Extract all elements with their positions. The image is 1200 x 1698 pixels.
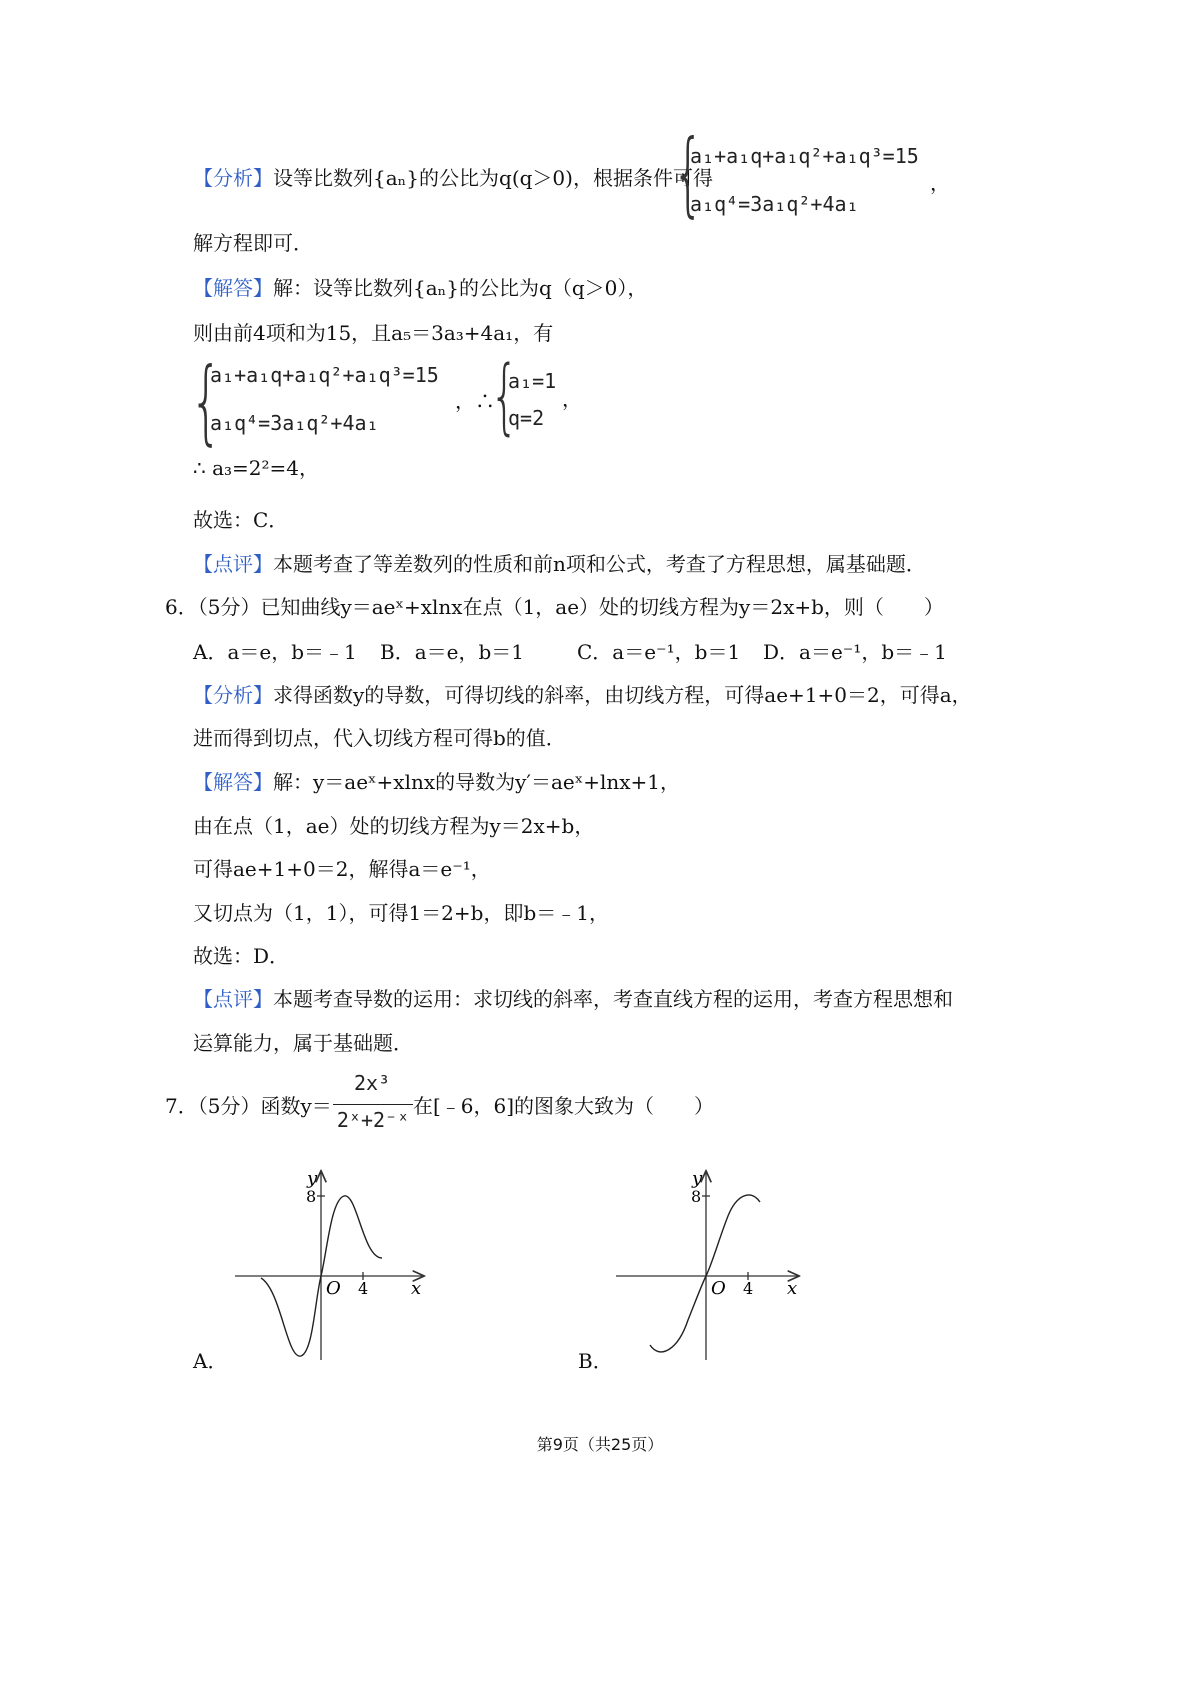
q6-answer: 故选：D． [193,944,290,968]
therefore-line: ∴ a₃=2²=4， [193,456,320,480]
q5-solution-line-2: 则由前4项和为15，且a₅＝3a₃+4a₁，有 [193,321,554,345]
therefore-separator: ，∴ [455,389,495,413]
solution-tag: 【解答】 [193,276,273,300]
graph-a-label: A． [193,1349,228,1373]
system-equation-2: a₁q⁴=3a₁q²+4a₁ [210,411,379,435]
page-footer: 第9页（共25页） [536,1435,664,1454]
analysis-tag: 【分析】 [193,166,273,190]
q6-solution-line-2: 由在点（1，ae）处的切线方程为y＝2x+b， [193,814,595,838]
analysis-text: 求得函数y的导数，可得切线的斜率，由切线方程，可得ae+1+0＝2，可得a， [273,683,972,707]
x-label: x [411,1278,422,1299]
fraction-bar [333,1104,413,1105]
left-brace: { [190,348,223,455]
comment-tag: 【点评】 [193,987,273,1011]
system-equation-2: a₁q⁴=3a₁q²+4a₁ [690,192,859,216]
analysis-tag: 【分析】 [193,683,273,707]
q5-analysis-line [193,165,713,191]
comma: ， [562,387,582,411]
q6-analysis-line-2: 进而得到切点，代入切线方程可得b的值． [193,726,566,750]
x-tick-label: 4 [743,1279,754,1298]
y-label: y [307,1168,318,1189]
left-brace: { [490,349,519,444]
y-tick-label: 8 [691,1187,702,1206]
analysis-text: 设等比数列{aₙ}的公比为q(q＞0)，根据条件可得 [273,166,713,190]
q5-analysis-line-2: 解方程即可． [193,231,313,255]
q6-solution-line-1 [193,769,680,795]
q7-stem-prefix: 7．（5分）函数y＝ [165,1094,332,1118]
fraction-numerator: 2x³ [353,1071,391,1095]
q6-stem: 6．（5分）已知曲线y＝aeˣ+xlnx在点（1，ae）处的切线方程为y＝2x+b，则（ ） [165,595,944,619]
y-label: y [692,1168,703,1189]
solution-text: 解：设等比数列{aₙ}的公比为q（q＞0）， [273,276,648,300]
result-equation-2: q=2 [508,406,545,430]
option-b: B．a＝e，b＝1 [380,640,524,664]
origin-label: O [326,1278,341,1299]
q6-comment-line-1 [193,986,953,1012]
solution-text: 解：y＝aeˣ+xlnx的导数为y′＝aeˣ+lnx+1， [273,770,681,794]
q5-comment-line [193,551,926,577]
q7-stem-suffix: 在[﹣6，6]的图象大致为（ ） [413,1094,715,1118]
q6-analysis-line-1 [193,682,972,708]
q5-answer: 故选：C． [193,508,289,532]
x-label: x [787,1278,798,1299]
q6-solution-line-3: 可得ae+1+0＝2，解得a＝e⁻¹， [193,857,491,881]
curve [650,1195,760,1352]
graph-b [610,1160,820,1370]
system-equation-1: a₁+a₁q+a₁q²+a₁q³=15 [210,363,439,387]
system-equation-1: a₁+a₁q+a₁q²+a₁q³=15 [690,144,919,168]
option-d: D．a＝e⁻¹，b＝﹣1 [763,640,947,664]
option-a: A．a＝e，b＝﹣1 [193,640,357,664]
graph-a [225,1160,435,1370]
origin-label: O [711,1278,726,1299]
graph-b-label: B． [578,1349,613,1373]
comment-text: 本题考查导数的运用：求切线的斜率，考查直线方程的运用，考查方程思想和 [273,987,953,1011]
comment-text: 本题考查了等差数列的性质和前n项和公式，考查了方程思想，属基础题． [273,552,926,576]
result-equation-1: a₁=1 [508,369,557,393]
q6-solution-line-4: 又切点为（1，1），可得1＝2+b，即b＝﹣1， [193,901,609,925]
fraction-denominator: 2ˣ+2⁻ˣ [336,1108,410,1132]
option-c: C．a＝e⁻¹，b＝1 [577,640,741,664]
comma: ， [930,171,950,195]
q5-solution-line-1 [193,275,647,301]
comment-tag: 【点评】 [193,552,273,576]
solution-tag: 【解答】 [193,770,273,794]
x-tick-label: 4 [358,1279,369,1298]
y-tick-label: 8 [306,1187,317,1206]
q6-comment-line-2: 运算能力，属于基础题． [193,1031,413,1055]
left-brace: { [672,120,705,227]
